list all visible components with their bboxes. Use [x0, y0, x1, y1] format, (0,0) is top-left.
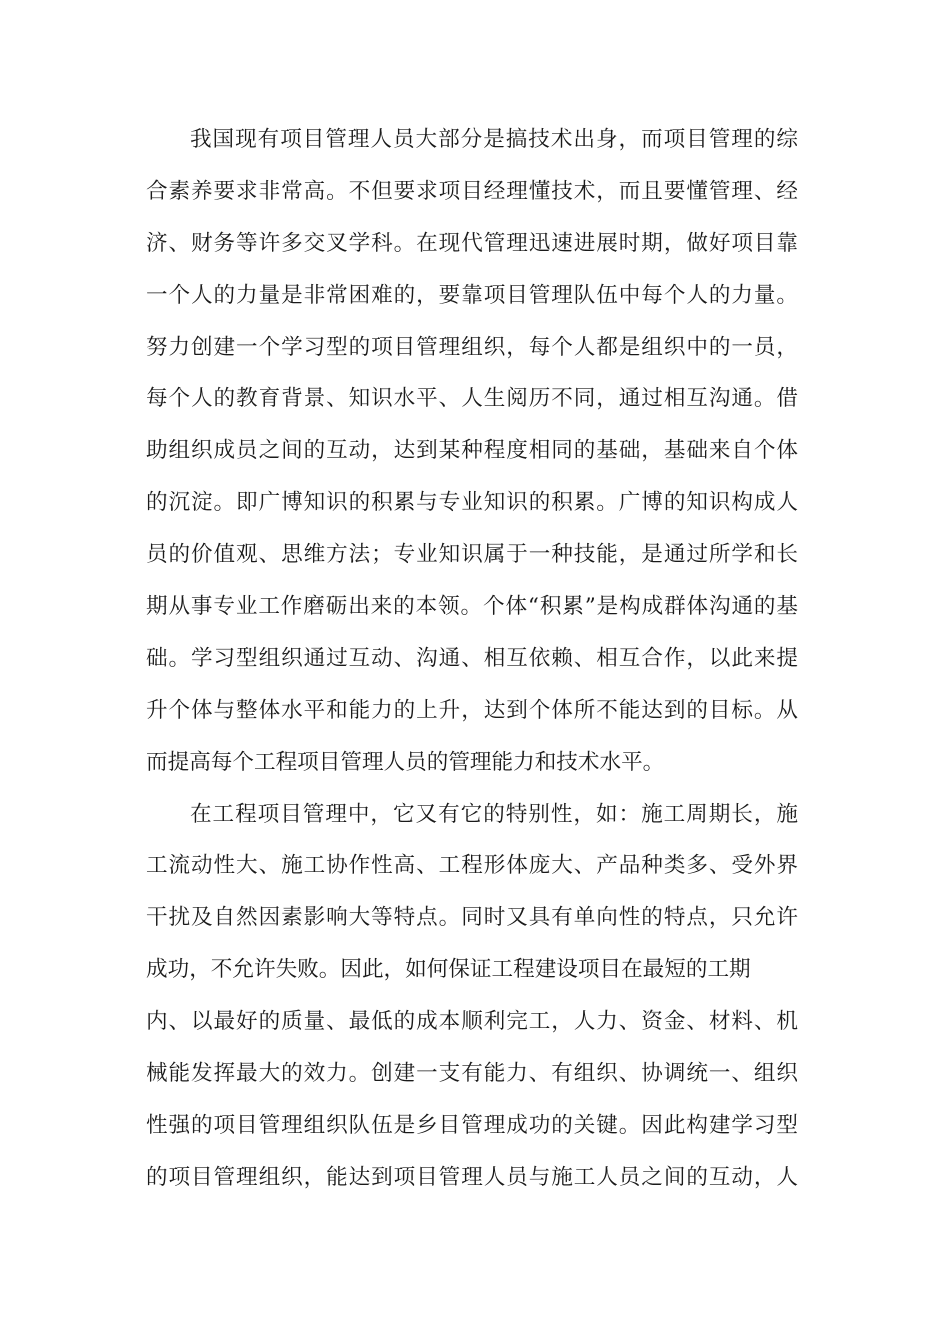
paragraph-1-line-11: 础。学习型组织通过互动、沟通、相互依赖、相互合作，以此来提: [146, 645, 798, 671]
paragraph-1-line-9: 员的价值观、思维方法；专业知识属于一种技能，是通过所学和长: [146, 542, 798, 568]
paragraph-2-line-3: 干扰及自然因素影响大等特点。同时又具有单向性的特点，只允许: [146, 905, 798, 931]
paragraph-1-line-10: 期从事专业工作磨砺出来的本领。个体“积累”是构成群体沟通的基: [146, 594, 798, 620]
paragraph-1-line-3: 济、财务等许多交叉学科。在现代管理迅速进展时期，做好项目靠: [146, 230, 798, 256]
paragraph-1-line-4: 一个人的力量是非常困难的，要靠项目管理队伍中每个人的力量。: [146, 282, 798, 308]
paragraph-1-line-7: 助组织成员之间的互动，达到某种程度相同的基础，基础来自个体: [146, 438, 798, 464]
paragraph-2-line-5: 内、以最好的质量、最低的成本顺利完工，人力、资金、材料、机: [146, 1009, 798, 1035]
paragraph-2-line-2: 工流动性大、施工协作性高、工程形体庞大、产品种类多、受外界: [146, 853, 798, 879]
body-text: [146, 114, 798, 1204]
paragraph-1-line-1: 我国现有项目管理人员大部分是搞技术出身，而项目管理的综: [190, 127, 798, 152]
paragraph-1-line-5: 努力创建一个学习型的项目管理组织，每个人都是组织中的一员，: [146, 334, 798, 360]
paragraph-1-line-13: 而提高每个工程项目管理人员的管理能力和技术水平。: [146, 749, 665, 775]
paragraph-2-line-4: 成功，不允许失败。因此，如何保证工程建设项目在最短的工期: [146, 957, 751, 983]
paragraph-1-line-6: 每个人的教育背景、知识水平、人生阅历不同，通过相互沟通。借: [146, 386, 798, 412]
paragraph-1-line-2: 合素养要求非常高。不但要求项目经理懂技术，而且要懂管理、经: [146, 178, 798, 204]
paragraph-2-line-7: 性强的项目管理组织队伍是乡目管理成功的关键。因此构建学习型: [146, 1112, 798, 1138]
paragraph-1-line-12: 升个体与整体水平和能力的上升，达到个体所不能达到的目标。从: [146, 697, 798, 723]
paragraph-2-line-8: 的项目管理组织，能达到项目管理人员与施工人员之间的互动，人: [146, 1164, 798, 1190]
paragraph-2-line-6: 械能发挥最大的效力。创建一支有能力、有组织、协调统一、组织: [146, 1061, 798, 1087]
paragraph-2-line-1: 在工程项目管理中，它又有它的特别性，如：施工周期长，施: [190, 801, 798, 827]
paragraph-1-line-8: 的沉淀。即广博知识的积累与专业知识的积累。广博的知识构成人: [146, 490, 798, 516]
